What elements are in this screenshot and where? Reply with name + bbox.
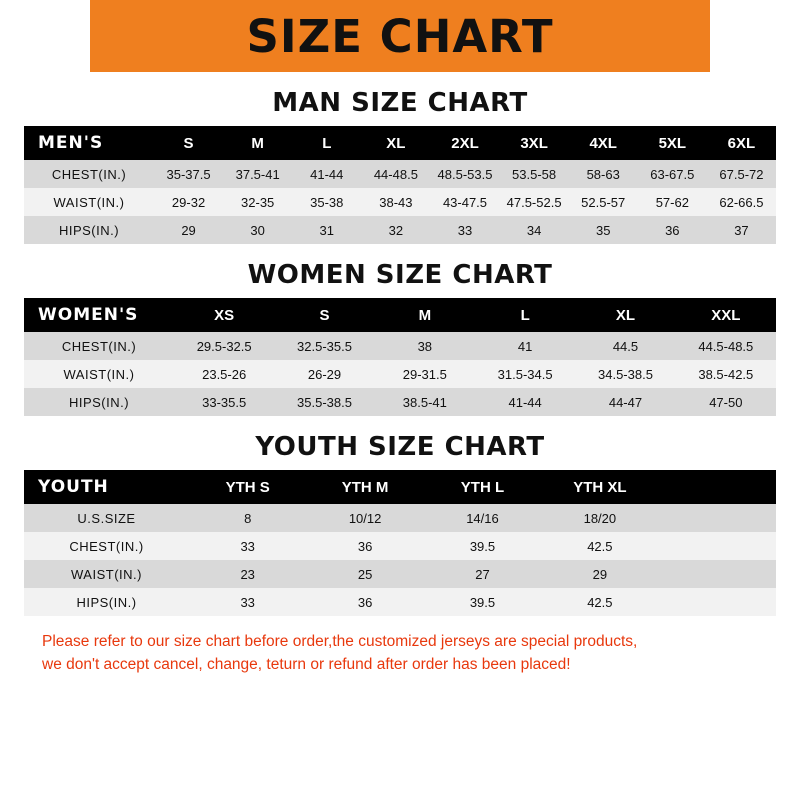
men-waist-xl: 38-43: [361, 188, 430, 216]
men-chest-label: CHEST(IN.): [24, 160, 154, 188]
men-header-l: L: [292, 126, 361, 160]
table-row: [24, 160, 776, 188]
table-header-row: [24, 298, 776, 332]
table-row: [24, 560, 776, 588]
women-hips-l: 41-44: [475, 388, 575, 416]
youth-hips-m: 36: [306, 588, 423, 616]
table-header-row: [24, 126, 776, 160]
youth-chest-label: CHEST(IN.): [24, 532, 189, 560]
youth-hips-l: 39.5: [424, 588, 541, 616]
men-section-title: MAN SIZE CHART: [272, 88, 528, 118]
youth-chest-m: 36: [306, 532, 423, 560]
men-hips-4xl: 35: [569, 216, 638, 244]
women-waist-s: 26-29: [274, 360, 374, 388]
footer-note-line-2: we don't accept cancel, change, teturn or refund after order has been placed!: [42, 656, 571, 674]
men-hips-label: HIPS(IN.): [24, 216, 154, 244]
men-header-6xl: 6XL: [707, 126, 776, 160]
men-header-s: S: [154, 126, 223, 160]
women-size-table: [24, 298, 776, 416]
men-waist-6xl: 62-66.5: [707, 188, 776, 216]
men-hips-xl: 32: [361, 216, 430, 244]
women-chest-label: CHEST(IN.): [24, 332, 174, 360]
youth-ussize-label: U.S.SIZE: [24, 504, 189, 532]
men-header-5xl: 5XL: [638, 126, 707, 160]
youth-hips-xl: 42.5: [541, 588, 658, 616]
men-waist-5xl: 57-62: [638, 188, 707, 216]
women-hips-xxl: 47-50: [676, 388, 776, 416]
men-header-xl: XL: [361, 126, 430, 160]
women-waist-m: 29-31.5: [375, 360, 475, 388]
banner-right-notch: [710, 0, 800, 72]
women-hips-xs: 33-35.5: [174, 388, 274, 416]
youth-hips-blank: [659, 588, 776, 616]
women-chest-xs: 29.5-32.5: [174, 332, 274, 360]
charts-container: [0, 88, 800, 677]
women-header-m: M: [375, 298, 475, 332]
men-hips-l: 31: [292, 216, 361, 244]
women-waist-xl: 34.5-38.5: [575, 360, 675, 388]
women-waist-label: WAIST(IN.): [24, 360, 174, 388]
youth-chest-l: 39.5: [424, 532, 541, 560]
youth-waist-s: 23: [189, 560, 306, 588]
men-header-m: M: [223, 126, 292, 160]
table-row: [24, 360, 776, 388]
men-waist-3xl: 47.5-52.5: [500, 188, 569, 216]
men-header-2xl: 2XL: [430, 126, 499, 160]
men-chest-3xl: 53.5-58: [500, 160, 569, 188]
youth-section-title: YOUTH SIZE CHART: [255, 432, 545, 462]
men-header-label: MEN'S: [24, 126, 154, 160]
youth-waist-m: 25: [306, 560, 423, 588]
youth-header-l: YTH L: [424, 470, 541, 504]
women-waist-l: 31.5-34.5: [475, 360, 575, 388]
women-chest-xl: 44.5: [575, 332, 675, 360]
women-header-label: WOMEN'S: [24, 298, 174, 332]
footer-note-line-1: Please refer to our size chart before order,the customized jerseys are special products,: [42, 633, 638, 650]
women-chest-xxl: 44.5-48.5: [676, 332, 776, 360]
men-hips-s: 29: [154, 216, 223, 244]
men-waist-m: 32-35: [223, 188, 292, 216]
women-section-title: WOMEN SIZE CHART: [247, 260, 553, 290]
youth-header-xl: YTH XL: [541, 470, 658, 504]
men-size-table: [24, 126, 776, 244]
table-row: [24, 388, 776, 416]
footer-note: [24, 616, 776, 677]
youth-waist-l: 27: [424, 560, 541, 588]
men-header-4xl: 4XL: [569, 126, 638, 160]
youth-ussize-blank: [659, 504, 776, 532]
youth-ussize-s: 8: [189, 504, 306, 532]
men-waist-label: WAIST(IN.): [24, 188, 154, 216]
youth-chest-xl: 42.5: [541, 532, 658, 560]
men-chest-4xl: 58-63: [569, 160, 638, 188]
youth-ussize-l: 14/16: [424, 504, 541, 532]
men-waist-2xl: 43-47.5: [430, 188, 499, 216]
youth-header-s: YTH S: [189, 470, 306, 504]
women-chest-m: 38: [375, 332, 475, 360]
men-waist-4xl: 52.5-57: [569, 188, 638, 216]
men-header-3xl: 3XL: [500, 126, 569, 160]
youth-chest-s: 33: [189, 532, 306, 560]
men-chest-m: 37.5-41: [223, 160, 292, 188]
men-chest-2xl: 48.5-53.5: [430, 160, 499, 188]
youth-waist-xl: 29: [541, 560, 658, 588]
page-title: SIZE CHART: [246, 9, 554, 63]
women-hips-xl: 44-47: [575, 388, 675, 416]
youth-size-table: [24, 470, 776, 616]
men-waist-l: 35-38: [292, 188, 361, 216]
women-waist-xxl: 38.5-42.5: [676, 360, 776, 388]
youth-chest-blank: [659, 532, 776, 560]
youth-waist-label: WAIST(IN.): [24, 560, 189, 588]
youth-header-m: YTH M: [306, 470, 423, 504]
men-chest-5xl: 63-67.5: [638, 160, 707, 188]
men-chest-6xl: 67.5-72: [707, 160, 776, 188]
men-hips-5xl: 36: [638, 216, 707, 244]
youth-hips-s: 33: [189, 588, 306, 616]
women-chest-s: 32.5-35.5: [274, 332, 374, 360]
women-waist-xs: 23.5-26: [174, 360, 274, 388]
women-header-l: L: [475, 298, 575, 332]
women-chest-l: 41: [475, 332, 575, 360]
men-hips-m: 30: [223, 216, 292, 244]
youth-header-label: YOUTH: [24, 470, 189, 504]
table-row: [24, 504, 776, 532]
table-row: [24, 332, 776, 360]
women-hips-m: 38.5-41: [375, 388, 475, 416]
women-header-xxl: XXL: [676, 298, 776, 332]
table-row: [24, 216, 776, 244]
youth-ussize-xl: 18/20: [541, 504, 658, 532]
banner: [0, 0, 800, 72]
men-chest-l: 41-44: [292, 160, 361, 188]
youth-waist-blank: [659, 560, 776, 588]
women-hips-label: HIPS(IN.): [24, 388, 174, 416]
table-row: [24, 188, 776, 216]
table-row: [24, 588, 776, 616]
banner-left-notch: [0, 0, 90, 72]
table-row: [24, 532, 776, 560]
women-header-xs: XS: [174, 298, 274, 332]
men-hips-6xl: 37: [707, 216, 776, 244]
women-hips-s: 35.5-38.5: [274, 388, 374, 416]
men-waist-s: 29-32: [154, 188, 223, 216]
youth-ussize-m: 10/12: [306, 504, 423, 532]
table-header-row: [24, 470, 776, 504]
women-header-s: S: [274, 298, 374, 332]
men-hips-3xl: 34: [500, 216, 569, 244]
youth-header-blank: [659, 470, 776, 504]
men-chest-xl: 44-48.5: [361, 160, 430, 188]
men-chest-s: 35-37.5: [154, 160, 223, 188]
women-header-xl: XL: [575, 298, 675, 332]
youth-hips-label: HIPS(IN.): [24, 588, 189, 616]
men-hips-2xl: 33: [430, 216, 499, 244]
